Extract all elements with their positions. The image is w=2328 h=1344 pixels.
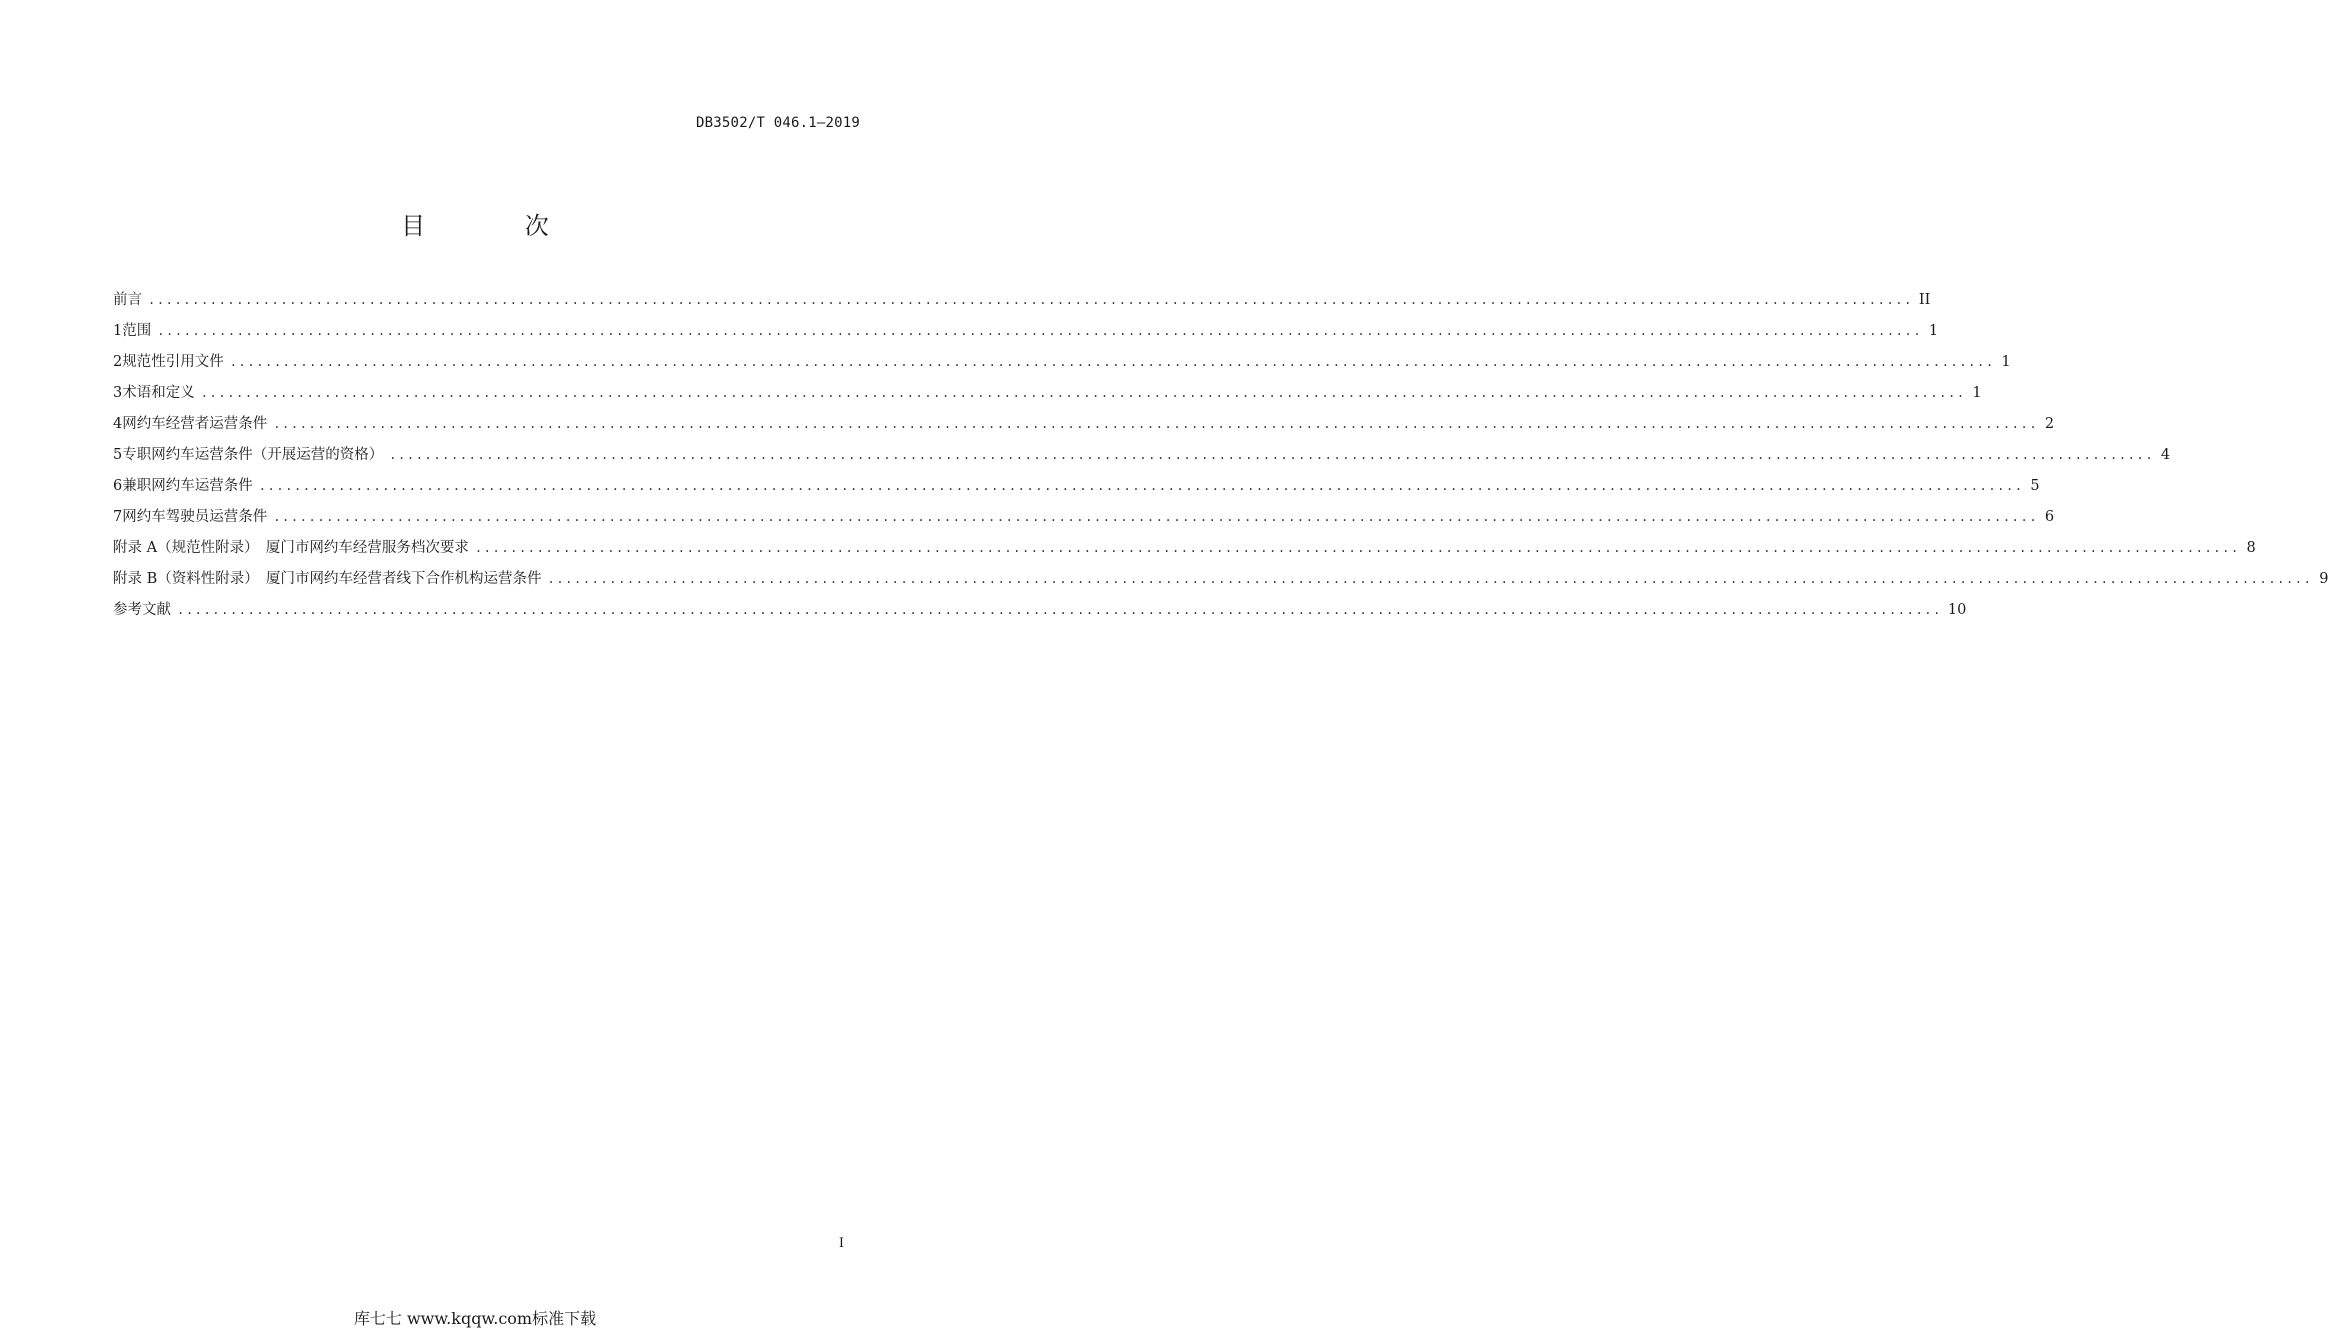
- toc-leader-dots: ........................................................................................................................................................................................................: [157, 324, 1923, 338]
- toc-entry-text: 附录 A（规范性附录） 厦门市网约车经营服务档次要求: [113, 540, 469, 556]
- toc-leader-dots: ........................................................................................................................................................................................................: [258, 479, 2024, 493]
- toc-leader-dots: ........................................................................................................................................................................................................: [200, 386, 1966, 400]
- document-code: DB3502/T 046.1—2019: [696, 115, 860, 131]
- toc-entry-text: 前言: [113, 292, 142, 308]
- toc-entry[interactable]: [113, 471, 2040, 502]
- toc-entry[interactable]: [113, 378, 1982, 409]
- toc-leader-dots: ........................................................................................................................................................................................................: [229, 355, 1995, 369]
- toc-leader-dots: ........................................................................................................................................................................................................: [389, 448, 2155, 462]
- table-of-contents: [113, 285, 2328, 626]
- toc-entry-number: 7: [113, 509, 123, 525]
- toc-entry-number: 5: [113, 447, 123, 463]
- toc-entry-number: 4: [113, 416, 123, 432]
- page-title: 目 次: [401, 212, 595, 240]
- toc-leader-dots: ........................................................................................................................................................................................................: [474, 541, 2240, 555]
- toc-entry[interactable]: [113, 316, 1939, 347]
- footer-watermark: 库七七 www.kqqw.com标准下载: [353, 1309, 597, 1328]
- toc-entry[interactable]: [113, 564, 2328, 595]
- toc-entry-number: 6: [113, 478, 123, 494]
- toc-entry-page: 1: [1972, 385, 1982, 401]
- toc-entry-text: 范围: [122, 323, 152, 339]
- toc-entry[interactable]: [113, 502, 2055, 533]
- toc-entry-text: 兼职网约车运营条件: [122, 478, 253, 494]
- toc-entry-page: 1: [1928, 323, 1939, 339]
- toc-entry-text: 网约车驾驶员运营条件: [122, 509, 268, 525]
- toc-leader-dots: ........................................................................................................................................................................................................: [273, 417, 2039, 431]
- toc-entry[interactable]: [113, 285, 1931, 316]
- toc-leader-dots: ........................................................................................................................................................................................................: [273, 510, 2039, 524]
- toc-entry-text: 附录 B（资料性附录） 厦门市网约车经营者线下合作机构运营条件: [113, 571, 542, 587]
- toc-leader-dots: ........................................................................................................................................................................................................: [177, 603, 1942, 617]
- toc-entry-page: 1: [2001, 354, 2011, 370]
- toc-entry-page: 5: [2030, 478, 2040, 494]
- toc-entry-text: 参考文献: [113, 602, 171, 618]
- toc-leader-dots: ........................................................................................................................................................................................................: [148, 293, 1913, 307]
- toc-entry[interactable]: [113, 595, 1967, 626]
- toc-entry-page: 10: [1947, 602, 1967, 618]
- toc-entry-number: 2: [113, 354, 123, 370]
- toc-entry-page: 4: [2160, 447, 2171, 463]
- toc-entry-text: 术语和定义: [122, 385, 195, 401]
- toc-entry[interactable]: [113, 409, 2055, 440]
- toc-entry-page: 8: [2246, 540, 2256, 556]
- toc-entry-text: 专职网约车运营条件（开展运营的资格）: [122, 447, 384, 463]
- toc-entry-page: 9: [2319, 571, 2328, 587]
- page-number: I: [838, 1236, 844, 1251]
- toc-entry[interactable]: [113, 347, 2011, 378]
- toc-entry-number: 1: [113, 323, 123, 339]
- toc-entry-text: 规范性引用文件: [122, 354, 224, 370]
- toc-entry-page: 6: [2044, 509, 2055, 525]
- toc-leader-dots: ........................................................................................................................................................................................................: [547, 572, 2313, 586]
- toc-entry-number: 3: [113, 385, 123, 401]
- toc-entry[interactable]: [113, 440, 2171, 471]
- toc-entry[interactable]: [113, 533, 2256, 564]
- toc-entry-text: 网约车经营者运营条件: [122, 416, 268, 432]
- toc-entry-page: 2: [2044, 416, 2055, 432]
- toc-entry-page: II: [1918, 292, 1931, 308]
